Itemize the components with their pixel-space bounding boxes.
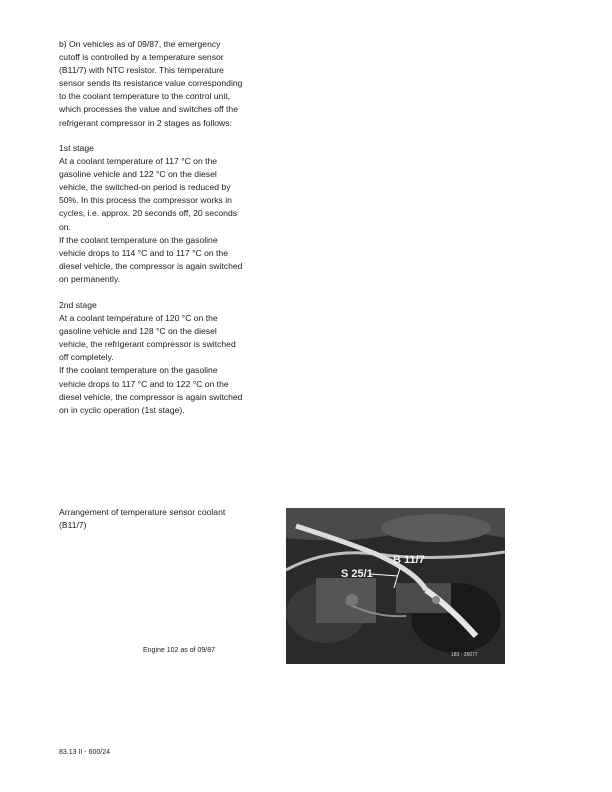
text-line: gasoline vehicle and 128 °C on the diesel [59, 326, 217, 337]
text-line: sensor sends its resistance value corresponding [59, 78, 243, 89]
text-line: on permanently. [59, 273, 120, 284]
intro-paragraph [59, 38, 274, 130]
text-line: refrigerant compressor in 2 stages as follows: [59, 117, 232, 128]
page-footer-reference: 83.13 II - 600/24 [59, 749, 110, 756]
text-line: on in cyclic operation (1st stage). [59, 404, 185, 415]
text-line: At a coolant temperature of 117 °C on the [59, 156, 218, 167]
text-line: cutoff is controlled by a temperature sensor [59, 52, 224, 63]
stage1-paragraph [59, 142, 274, 286]
text-line: 50%. In this process the compressor works in [59, 195, 232, 206]
text-line: vehicle, the refrigerant compressor is switched [59, 339, 236, 350]
figure-title [59, 506, 274, 532]
text-line: Arrangement of temperature sensor coolant [59, 507, 226, 517]
text-line: on. [59, 221, 71, 232]
text-line: b) On vehicles as of 09/87, the emergency [59, 39, 221, 49]
text-line: If the coolant temperature on the gasoline [59, 234, 218, 245]
engine-photo-graphic [286, 508, 505, 664]
photo-reference-number: 183 - 35077 [451, 652, 478, 658]
text-line: which processes the value and switches off the [59, 104, 238, 115]
text-line: off completely. [59, 352, 114, 363]
text-line: vehicle, the switched-on period is reduced by [59, 182, 231, 193]
text-line: vehicle drops to 114 °C and to 117 °C on the [59, 247, 228, 258]
photo-label-b11-7: B 11/7 [393, 554, 425, 566]
text-line: diesel vehicle, the compressor is again switched [59, 260, 243, 271]
engine-photo [286, 508, 505, 664]
stage2-heading: 2nd stage [59, 300, 97, 310]
text-line: gasoline vehicle and 122 °C on the diesel [59, 169, 217, 180]
stage1-heading: 1st stage [59, 143, 94, 153]
stage2-paragraph [59, 299, 274, 417]
text-line: At a coolant temperature of 120 °C on the [59, 313, 218, 324]
photo-label-s25-1: S 25/1 [341, 568, 373, 580]
text-line: vehicle drops to 117 °C and to 122 °C on the [59, 378, 229, 389]
text-line: to the coolant temperature to the control unit, [59, 91, 231, 102]
text-line: diesel vehicle, the compressor is again switched [59, 391, 243, 402]
photo-caption: Engine 102 as of 09/87 [143, 647, 216, 654]
text-line: (B11/7) with NTC resistor. This temperature [59, 65, 224, 76]
text-line: If the coolant temperature on the gasoline [59, 365, 218, 376]
text-line: cycles, i.e. approx. 20 seconds off, 20 seconds [59, 208, 238, 219]
text-line: (B11/7) [59, 520, 87, 531]
